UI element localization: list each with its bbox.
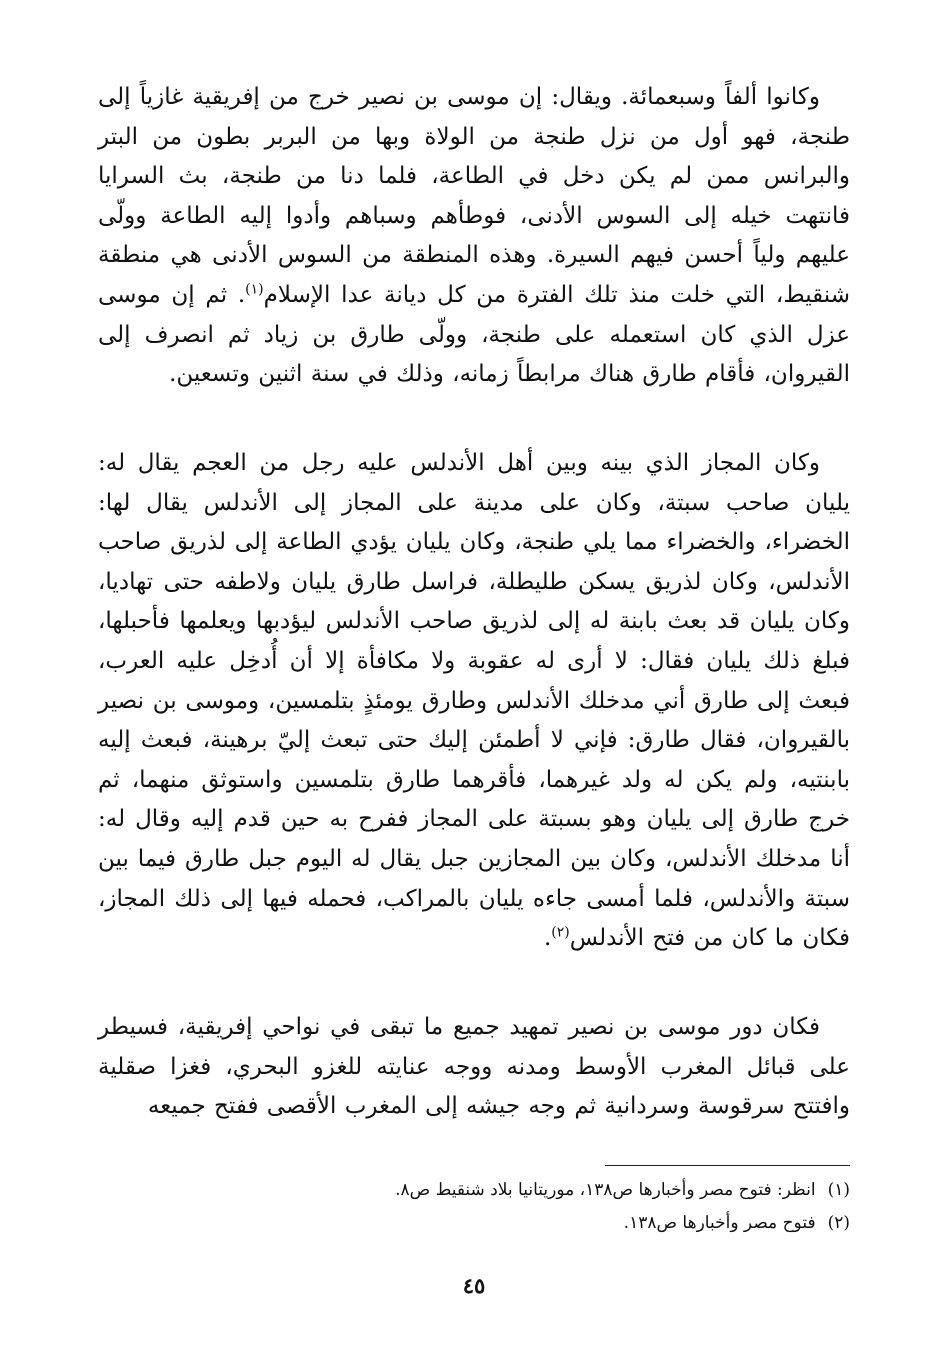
page-number: ٤٥ bbox=[462, 1273, 486, 1298]
paragraph-1-text: وكانوا ألفاً وسبعمائة. ويقال: إن موسى بن نصير خرج من إفريقية غازياً إلى طنجة، فهو أول من نزل طنجة من الولاة وبها من البربر بطون من البتر والبرانس ممن لم يكن دخل في الطاعة، فلما دنا من طنجة، بث السرايا فانتهت خيله إلى السوس الأدنى، فوطأهم وسباهم وأدوا إليه الطاعة وولّى عليهم ولياً أحسن فيهم السيرة. وهذه المنطقة من السوس الأدنى هي منطقة شنقيط، التي خلت منذ تلك الفترة من كل ديانة عدا الإسلام bbox=[98, 84, 850, 308]
footnotes bbox=[98, 1174, 850, 1240]
book-page bbox=[98, 78, 850, 1318]
footnote-1 bbox=[98, 1174, 850, 1207]
footnote-2-text: فتوح مصر وأخبارها ص١٣٨. bbox=[623, 1213, 816, 1233]
paragraph-2-text: وكان المجاز الذي بينه وبين أهل الأندلس عليه رجل من العجم يقال له: يليان صاحب سبتة، وكان على مدينة على المجاز إلى الأندلس يقال لها: الخضراء، والخضراء مما يلي طنجة، وكان يليان يؤدي الطاعة إلى لذريق صاحب الأندلس، وكان لذريق يسكن طليطلة، فراسل طارق يليان ولاطفه حتى تهاديا، وكان يليان قد بعث بابنة له إلى لذريق صاحب الأندلس ليؤدبها ويعلمها فأحبلها، فبلغ ذلك يليان فقال: لا أرى له عقوبة ولا مكافأة إلا أن أُدخِل عليه العرب، فبعث إلى طارق أني مدخلك الأندلس وطارق يومئذٍ بتلمسين، وموسى بن نصير بالقيروان، فقال طارق: فإني لا أطمئن إليك حتى تبعث إليّ برهينة، فبعث إليه بابنتيه، ولم يكن له ولد غيرهما، فأقرهما طارق بتلمسين واستوثق منهما، ثم خرج طارق إلى يليان وهو بسبتة على المجاز ففرح به حين قدم إليه وقال له: أنا مدخلك الأندلس، وكان بين المجازين جبل يقال له اليوم جبل طارق فيما بين سبتة والأندلس، فلما أمسى جاءه يليان بالمراكب، فحمله فيها إلى ذلك المجاز، فكان ما كان من فتح الأندلس bbox=[98, 450, 850, 952]
paragraph-2-text-after: . bbox=[543, 925, 552, 952]
paragraph-1 bbox=[98, 78, 850, 395]
footnote-2 bbox=[98, 1207, 850, 1240]
footnote-2-number: (٢) bbox=[827, 1213, 850, 1233]
paragraph-1-text-after: . ثم إن موسى عزل الذي كان استعمله على طنجة، وولّى طارق بن زياد ثم انصرف إلى القيروان، فأقام طارق هناك مرابطاً زمانه، وذلك في سنة اثنين وتسعين. bbox=[98, 281, 850, 388]
paragraph-3 bbox=[98, 1008, 850, 1127]
paragraph-2 bbox=[98, 444, 850, 959]
footnote-ref-2: (٢) bbox=[551, 924, 570, 941]
footnote-1-text: انظر: فتوح مصر وأخبارها ص١٣٨، موريتانيا بلاد شنقيط ص٨. bbox=[395, 1180, 816, 1200]
footnote-ref-1: (١) bbox=[245, 281, 264, 298]
paragraph-3-text: فكان دور موسى بن نصير تمهيد جميع ما تبقى في نواحي إفريقية، فسيطر على قبائل المغرب الأوسط ومدنه ووجه عنايته للغزو البحري، فغزا صقلية وافتتح سرقوسة وسردانية ثم وجه جيشه إلى المغرب الأقصى ففتح جميعه bbox=[98, 1014, 851, 1120]
footnote-divider bbox=[605, 1165, 850, 1166]
footnote-1-number: (١) bbox=[827, 1180, 850, 1200]
